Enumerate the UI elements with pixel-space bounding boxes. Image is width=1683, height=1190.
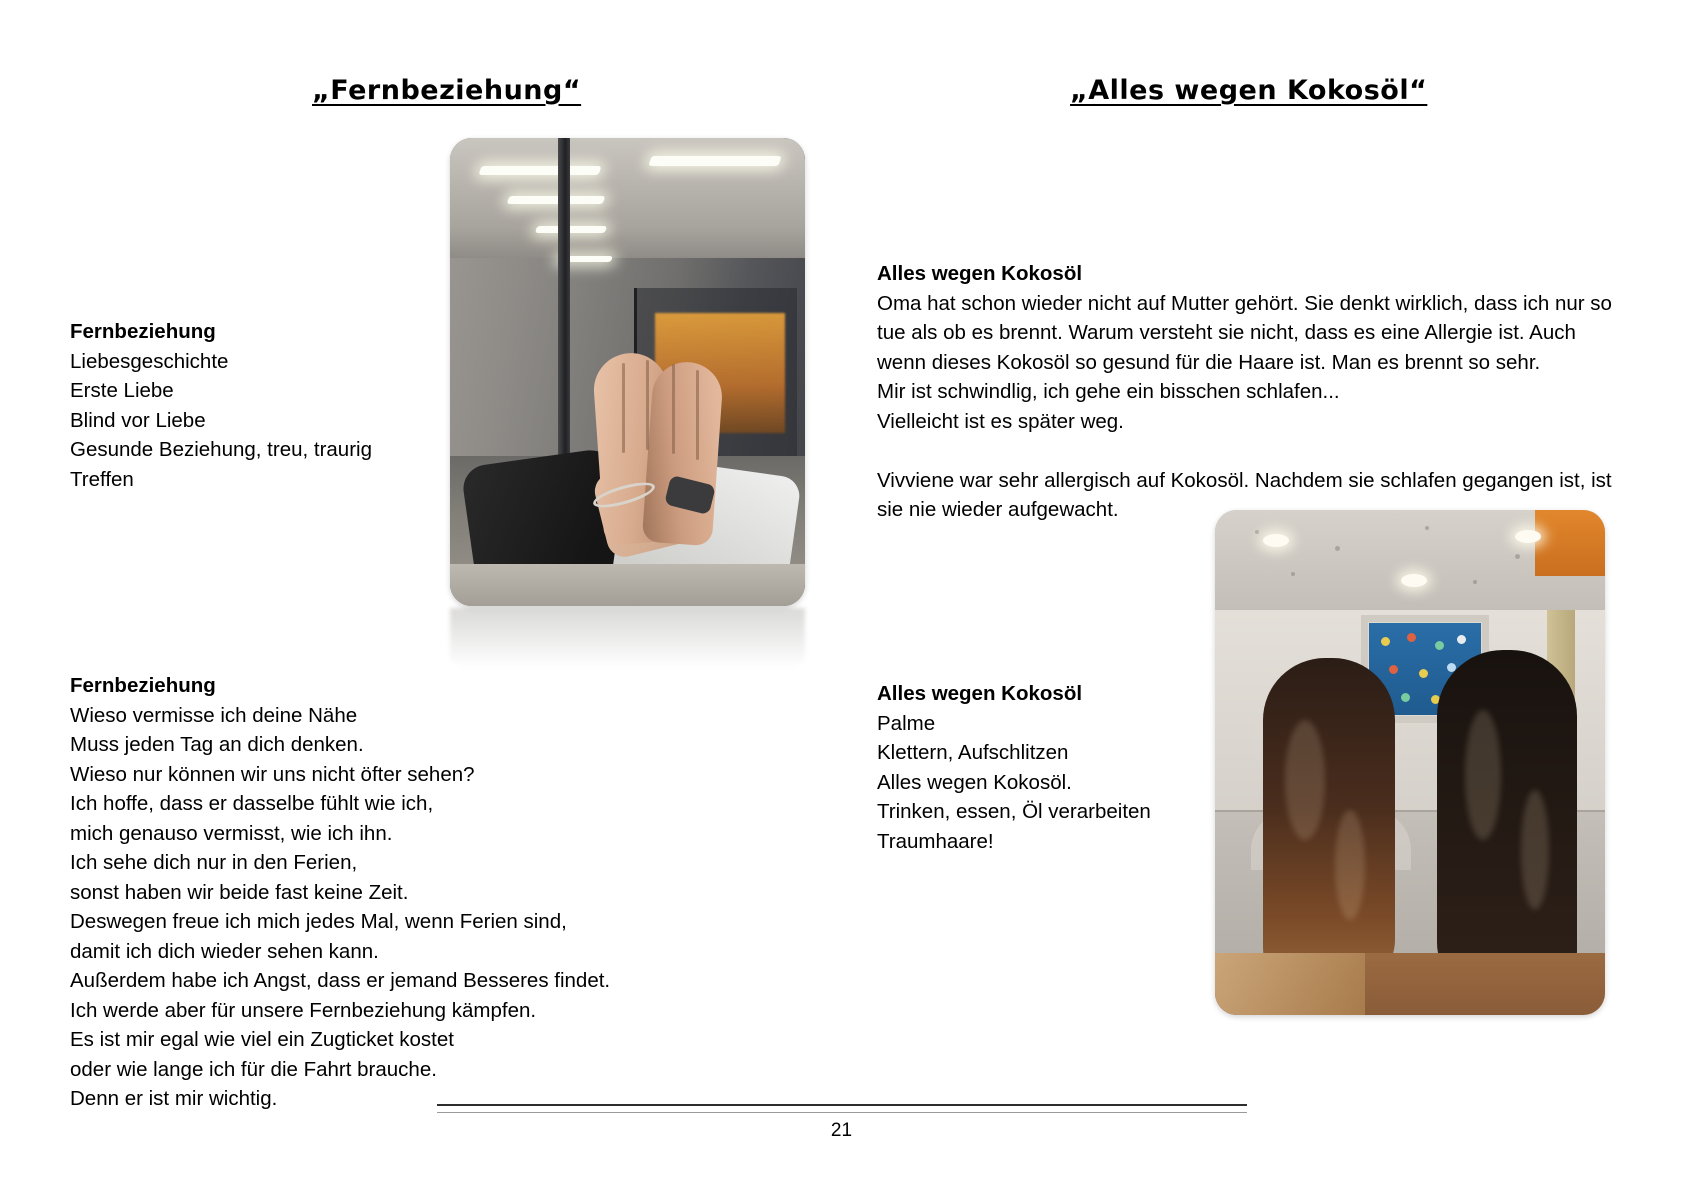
ceiling-texture-speck [1255,530,1259,534]
hair-highlight [1335,810,1365,920]
footer-divider-secondary [437,1112,1247,1113]
ceiling-light-strip-icon [507,196,606,204]
photo-hair-orange-panel [1535,510,1605,576]
downlight-icon [1263,534,1289,547]
right-text-block-story [877,200,1617,554]
left-text-block-poem [70,612,710,1143]
photo-hair-person-left [1263,658,1395,988]
page-number: 21 [830,1120,853,1141]
photo-hands-reflection [450,608,805,668]
ceiling-texture-speck [1473,580,1477,584]
downlight-icon [1515,530,1541,543]
photo-hands-right-hand [642,360,725,546]
right-column-title: „Alles wegen Kokosöl“ [1070,75,1428,106]
right-block1-heading: Alles wegen Kokosöl [877,262,1083,285]
left-block1-body: Liebesgeschichte Erste Liebe Blind vor Liebe Gesunde Beziehung, treu, traurig Treffen [70,349,372,491]
ceiling-light-strip-icon [648,156,781,166]
ceiling-texture-speck [1335,546,1340,551]
right-block1-body: Oma hat schon wieder nicht auf Mutter gehört. Sie denkt wirklich, dass ich nur so tue als ob es brennt. Warum versteht sie nicht, dass es eine Allergie ist. Auch wenn dieses Kokosöl so gesund für die Haare ist. Man es brennt so sehr. Mir ist schwindlig, ich gehe ein bisschen schlafen... Vielleicht ist es später weg. Vivviene war sehr allergisch auf Kokosöl. Nachdem sie schlafen gegangen ist, ist sie nie wieder aufgewacht. [877,291,1612,521]
photo-hands-counter [450,564,805,606]
downlight-icon [1401,574,1427,587]
photo-hands-on-glass [450,138,805,606]
photo-hands-finger-gap [622,363,625,453]
ceiling-texture-speck [1425,526,1429,530]
left-block1-heading: Fernbeziehung [70,320,216,343]
photo-hands-finger-gap [646,360,649,450]
hair-highlight [1465,710,1501,840]
left-text-block-keywords [70,258,470,524]
ceiling-texture-speck [1291,572,1295,576]
right-block2-heading: Alles wegen Kokosöl [877,682,1083,705]
photo-hands-finger-gap [672,364,675,454]
hair-highlight [1521,790,1549,910]
right-text-block-keywords [877,620,1207,886]
left-column-title: „Fernbeziehung“ [312,75,582,106]
left-block2-heading: Fernbeziehung [70,674,216,697]
photo-two-girls-long-hair [1215,510,1605,1015]
photo-hair-floor-highlight [1215,953,1365,1015]
hair-highlight [1285,720,1325,840]
ceiling-light-strip-icon [479,166,602,175]
right-block2-body: Palme Klettern, Aufschlitzen Alles wegen Kokosöl. Trinken, essen, Öl verarbeiten Traumhaare! [877,711,1151,853]
photo-hair-person-right [1437,650,1577,995]
ceiling-texture-speck [1515,554,1520,559]
footer-divider [437,1104,1247,1106]
ceiling-light-strip-icon [535,226,607,233]
left-block2-body: Wieso vermisse ich deine Nähe Muss jeden Tag an dich denken. Wieso nur können wir uns nicht öfter sehen? Ich hoffe, dass er dasselbe fühlt wie ich, mich genauso vermisst, wie ich ihn. Ich sehe dich nur in den Ferien, sonst haben wir beide fast keine Zeit. Deswegen freue ich mich jedes Mal, wenn Ferien sind, damit ich dich wieder sehen kann. Außerdem habe ich Angst, dass er jemand Besseres findet. Ich werde aber für unsere Fernbeziehung kämpfen. Es ist mir egal wie viel ein Zugticket kostet oder wie lange ich für die Fahrt brauche. Denn er ist mir wichtig. [70,703,611,1110]
photo-hands-finger-gap [696,370,699,460]
